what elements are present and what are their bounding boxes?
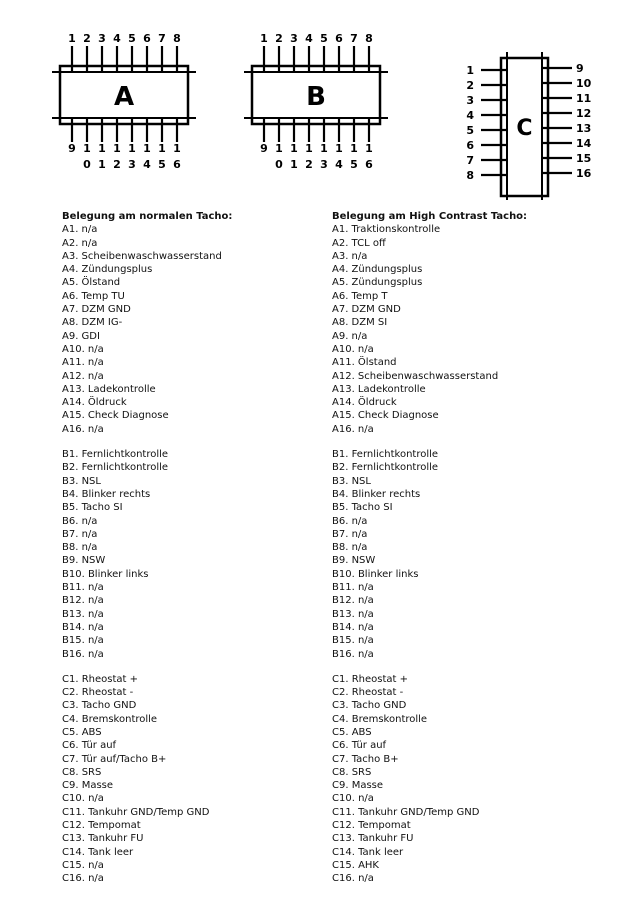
pin-number-label: 14 <box>576 137 592 150</box>
pin-assignment-item: A9. GDI <box>62 330 100 342</box>
pin-assignment-item: A7. DZM GND <box>332 304 401 316</box>
pin-assignment-item: B2. Fernlichtkontrolle <box>332 462 439 474</box>
pin-assignment-item: C3. Tacho GND <box>62 700 137 712</box>
pin-assignment-item: C13. Tankuhr FU <box>332 833 414 845</box>
pin-assignment-item: A5. Ölstand <box>62 277 121 289</box>
normal-tacho-title: Belegung am normalen Tacho: <box>62 211 233 222</box>
pin-assignment-item: C12. Tempomat <box>62 820 141 832</box>
pin-assignment-item: B15. n/a <box>332 635 374 647</box>
pin-assignment-item: A15. Check Diagnose <box>332 410 439 422</box>
pin-number-label: 6 <box>365 158 373 171</box>
pin-assignment-item: B9. NSW <box>62 555 106 567</box>
pin-number-label: 1 <box>275 142 283 155</box>
high-contrast-connector-a-list <box>332 223 632 436</box>
pin-assignment-item: A5. Zündungsplus <box>332 277 423 289</box>
pin-number-label: 7 <box>158 32 166 45</box>
pin-number-label: 4 <box>335 158 343 171</box>
pin-assignment-item: A7. DZM GND <box>62 304 131 316</box>
pin-assignment-item: A1. n/a <box>62 224 98 236</box>
pin-assignment-item: B5. Tacho SI <box>62 502 123 514</box>
pin-assignment-item: B4. Blinker rechts <box>332 488 421 500</box>
pin-assignment-item: B7. n/a <box>332 528 368 540</box>
connector-diagrams <box>0 0 636 200</box>
pin-assignment-item: C10. n/a <box>62 793 104 805</box>
pin-assignment-item: C3. Tacho GND <box>332 700 407 712</box>
pin-assignment-item: B14. n/a <box>332 621 374 633</box>
pin-assignment-item: C6. Tür auf <box>62 740 117 752</box>
pin-number-label: 8 <box>365 32 373 45</box>
pin-number-label: 1 <box>365 142 373 155</box>
pin-assignment-item: A11. n/a <box>62 357 104 369</box>
pin-assignment-item: C14. Tank leer <box>332 846 404 858</box>
pin-assignment-item: C13. Tankuhr FU <box>62 833 144 845</box>
pin-assignment-item: B2. Fernlichtkontrolle <box>62 462 169 474</box>
pin-assignment-item: B7. n/a <box>62 528 98 540</box>
pin-assignment-item: B11. n/a <box>332 582 374 594</box>
pin-assignment-item: B16. n/a <box>62 648 104 660</box>
pin-number-label: 2 <box>113 158 121 171</box>
pin-number-label: 7 <box>350 32 358 45</box>
pin-assignment-item: A2. n/a <box>62 237 98 249</box>
pin-assignment-item: A14. Öldruck <box>332 397 397 409</box>
pin-assignment-item: A16. n/a <box>332 423 374 435</box>
pin-number-label: 3 <box>466 94 474 107</box>
pin-assignment-item: B11. n/a <box>62 582 104 594</box>
pin-assignment-item: B8. n/a <box>62 542 98 554</box>
pin-assignment-item: C1. Rheostat + <box>332 673 408 685</box>
pin-assignment-item: A10. n/a <box>62 343 104 355</box>
pin-number-label: 15 <box>576 152 592 165</box>
pin-assignment-item: B12. n/a <box>62 595 104 607</box>
pin-assignment-item: B6. n/a <box>62 515 98 527</box>
pin-assignment-item: B13. n/a <box>62 608 104 620</box>
pin-assignment-item: C8. SRS <box>332 766 372 778</box>
pin-number-label: 6 <box>143 32 151 45</box>
pin-number-label: 1 <box>68 32 76 45</box>
pin-number-label: 3 <box>290 32 298 45</box>
pin-number-label: 1 <box>335 142 343 155</box>
pin-assignment-item: B9. NSW <box>332 555 376 567</box>
pin-assignment-item: A12. Scheibenwaschwasserstand <box>332 370 499 382</box>
high-contrast-connector-c-list <box>332 673 632 886</box>
pin-assignment-item: B1. Fernlichtkontrolle <box>332 449 439 461</box>
pin-assignment-item: A3. Scheibenwaschwasserstand <box>62 250 222 262</box>
high-contrast-tacho-column <box>332 210 632 898</box>
pin-number-label: 1 <box>350 142 358 155</box>
pin-number-label: 1 <box>98 158 106 171</box>
pin-assignment-item: C7. Tacho B+ <box>332 753 399 765</box>
pin-assignment-item: A13. Ladekontrolle <box>332 383 426 395</box>
normal-tacho-column <box>62 210 362 898</box>
pin-assignment-item: A4. Zündungsplus <box>62 264 153 276</box>
pin-assignment-item: A8. DZM SI <box>332 317 388 329</box>
normal-connector-a-list <box>62 223 362 436</box>
pin-assignment-item: C4. Bremskontrolle <box>62 713 158 725</box>
pin-number-label: 4 <box>143 158 151 171</box>
pin-number-label: 12 <box>576 107 592 120</box>
pin-assignment-item: C9. Masse <box>62 780 114 792</box>
pin-number-label: 9 <box>68 142 76 155</box>
pin-number-label: 6 <box>466 139 474 152</box>
pin-number-label: 1 <box>143 142 151 155</box>
high-contrast-connector-b-list <box>332 448 632 661</box>
pin-assignment-item: A9. n/a <box>332 330 368 342</box>
pin-assignment-item: C2. Rheostat - <box>332 687 404 699</box>
pin-assignment-item: A12. n/a <box>62 370 104 382</box>
pin-number-label: 5 <box>466 124 474 137</box>
connector-c-letter: C <box>516 116 533 141</box>
pin-number-label: 5 <box>320 32 328 45</box>
pin-number-label: 9 <box>260 142 268 155</box>
pin-assignment-item: C2. Rheostat - <box>62 687 134 699</box>
pin-number-label: 6 <box>335 32 343 45</box>
pin-number-label: 1 <box>290 158 298 171</box>
pin-assignment-item: A10. n/a <box>332 343 374 355</box>
pin-assignment-item: A15. Check Diagnose <box>62 410 169 422</box>
pin-assignment-item: C10. n/a <box>332 793 374 805</box>
pin-number-label: 8 <box>173 32 181 45</box>
high-contrast-tacho-title: Belegung am High Contrast Tacho: <box>332 211 528 222</box>
pin-number-label: 1 <box>158 142 166 155</box>
pin-number-label: 11 <box>576 92 592 105</box>
pin-number-label: 1 <box>98 142 106 155</box>
pin-number-label: 0 <box>83 158 91 171</box>
pin-number-label: 1 <box>128 142 136 155</box>
pin-assignment-item: C9. Masse <box>332 780 384 792</box>
pin-assignment-item: B6. n/a <box>332 515 368 527</box>
pin-assignment-item: B15. n/a <box>62 635 104 647</box>
pin-number-label: 5 <box>128 32 136 45</box>
pin-assignment-item: A11. Ölstand <box>332 357 397 369</box>
pin-assignment-item: C4. Bremskontrolle <box>332 713 428 725</box>
pin-number-label: 4 <box>113 32 121 45</box>
connector-b-letter: B <box>306 82 326 112</box>
pin-number-label: 0 <box>275 158 283 171</box>
pin-assignment-item: A16. n/a <box>62 423 104 435</box>
pin-number-label: 16 <box>576 167 592 180</box>
pin-number-label: 1 <box>305 142 313 155</box>
pin-assignment-item: C12. Tempomat <box>332 820 411 832</box>
pin-assignment-item: B5. Tacho SI <box>332 502 393 514</box>
pin-assignment-item: B12. n/a <box>332 595 374 607</box>
pin-number-label: 2 <box>466 79 474 92</box>
pin-assignment-item: C5. ABS <box>62 726 102 738</box>
pin-assignment-item: A3. n/a <box>332 250 368 262</box>
normal-connector-b-list <box>62 448 362 661</box>
connector-a-letter: A <box>113 82 135 112</box>
pin-assignment-item: A6. Temp T <box>332 290 388 302</box>
pin-assignment-item: C11. Tankuhr GND/Temp GND <box>332 806 480 818</box>
pin-assignment-item: B8. n/a <box>332 542 368 554</box>
pin-assignment-item: B16. n/a <box>332 648 374 660</box>
pin-assignment-item: A14. Öldruck <box>62 397 127 409</box>
pin-assignment-item: C15. AHK <box>332 859 379 871</box>
pin-assignment-item: A1. Traktionskontrolle <box>332 224 441 236</box>
pin-number-label: 3 <box>128 158 136 171</box>
pin-assignment-item: C16. n/a <box>332 873 374 885</box>
pin-number-label: 1 <box>260 32 268 45</box>
pin-assignment-item: C11. Tankuhr GND/Temp GND <box>62 806 210 818</box>
pin-number-label: 2 <box>305 158 313 171</box>
pin-assignment-item: B14. n/a <box>62 621 104 633</box>
pin-assignment-item: B10. Blinker links <box>332 568 419 580</box>
normal-connector-c-list <box>62 673 362 886</box>
pin-number-label: 5 <box>158 158 166 171</box>
pin-number-label: 4 <box>305 32 313 45</box>
pin-number-label: 1 <box>320 142 328 155</box>
pin-number-label: 5 <box>350 158 358 171</box>
pin-number-label: 1 <box>113 142 121 155</box>
pin-number-label: 1 <box>466 64 474 77</box>
pin-assignment-item: C1. Rheostat + <box>62 673 138 685</box>
pin-assignment-item: B3. NSL <box>332 475 371 487</box>
pin-assignment-item: C8. SRS <box>62 766 102 778</box>
pin-assignment-item: C7. Tür auf/Tacho B+ <box>62 753 167 765</box>
pin-number-label: 3 <box>320 158 328 171</box>
pin-number-label: 10 <box>576 77 592 90</box>
pin-number-label: 13 <box>576 122 592 135</box>
pin-number-label: 2 <box>83 32 91 45</box>
pin-assignment-item: A4. Zündungsplus <box>332 264 423 276</box>
pin-assignment-item: B10. Blinker links <box>62 568 149 580</box>
pin-number-label: 1 <box>83 142 91 155</box>
pin-assignment-item: A6. Temp TU <box>62 290 125 302</box>
pin-number-label: 3 <box>98 32 106 45</box>
pin-assignment-item: B4. Blinker rechts <box>62 488 151 500</box>
pin-assignment-item: B3. NSL <box>62 475 101 487</box>
pin-assignment-item: C14. Tank leer <box>62 846 134 858</box>
pin-assignment-item: C16. n/a <box>62 873 104 885</box>
pin-number-label: 1 <box>290 142 298 155</box>
pin-number-label: 4 <box>466 109 474 122</box>
pin-assignment-item: A2. TCL off <box>332 237 386 249</box>
pin-assignment-item: C6. Tür auf <box>332 740 387 752</box>
pin-assignment-item: A13. Ladekontrolle <box>62 383 156 395</box>
pin-number-label: 1 <box>173 142 181 155</box>
pin-number-label: 7 <box>466 154 474 167</box>
pin-assignment-item: B1. Fernlichtkontrolle <box>62 449 169 461</box>
pin-number-label: 9 <box>576 62 584 75</box>
pin-number-label: 2 <box>275 32 283 45</box>
pin-assignment-item: C5. ABS <box>332 726 372 738</box>
pin-assignment-item: B13. n/a <box>332 608 374 620</box>
pin-number-label: 6 <box>173 158 181 171</box>
pin-number-label: 8 <box>466 169 474 182</box>
pin-assignment-item: A8. DZM IG- <box>62 317 123 329</box>
pin-assignment-item: C15. n/a <box>62 859 104 871</box>
